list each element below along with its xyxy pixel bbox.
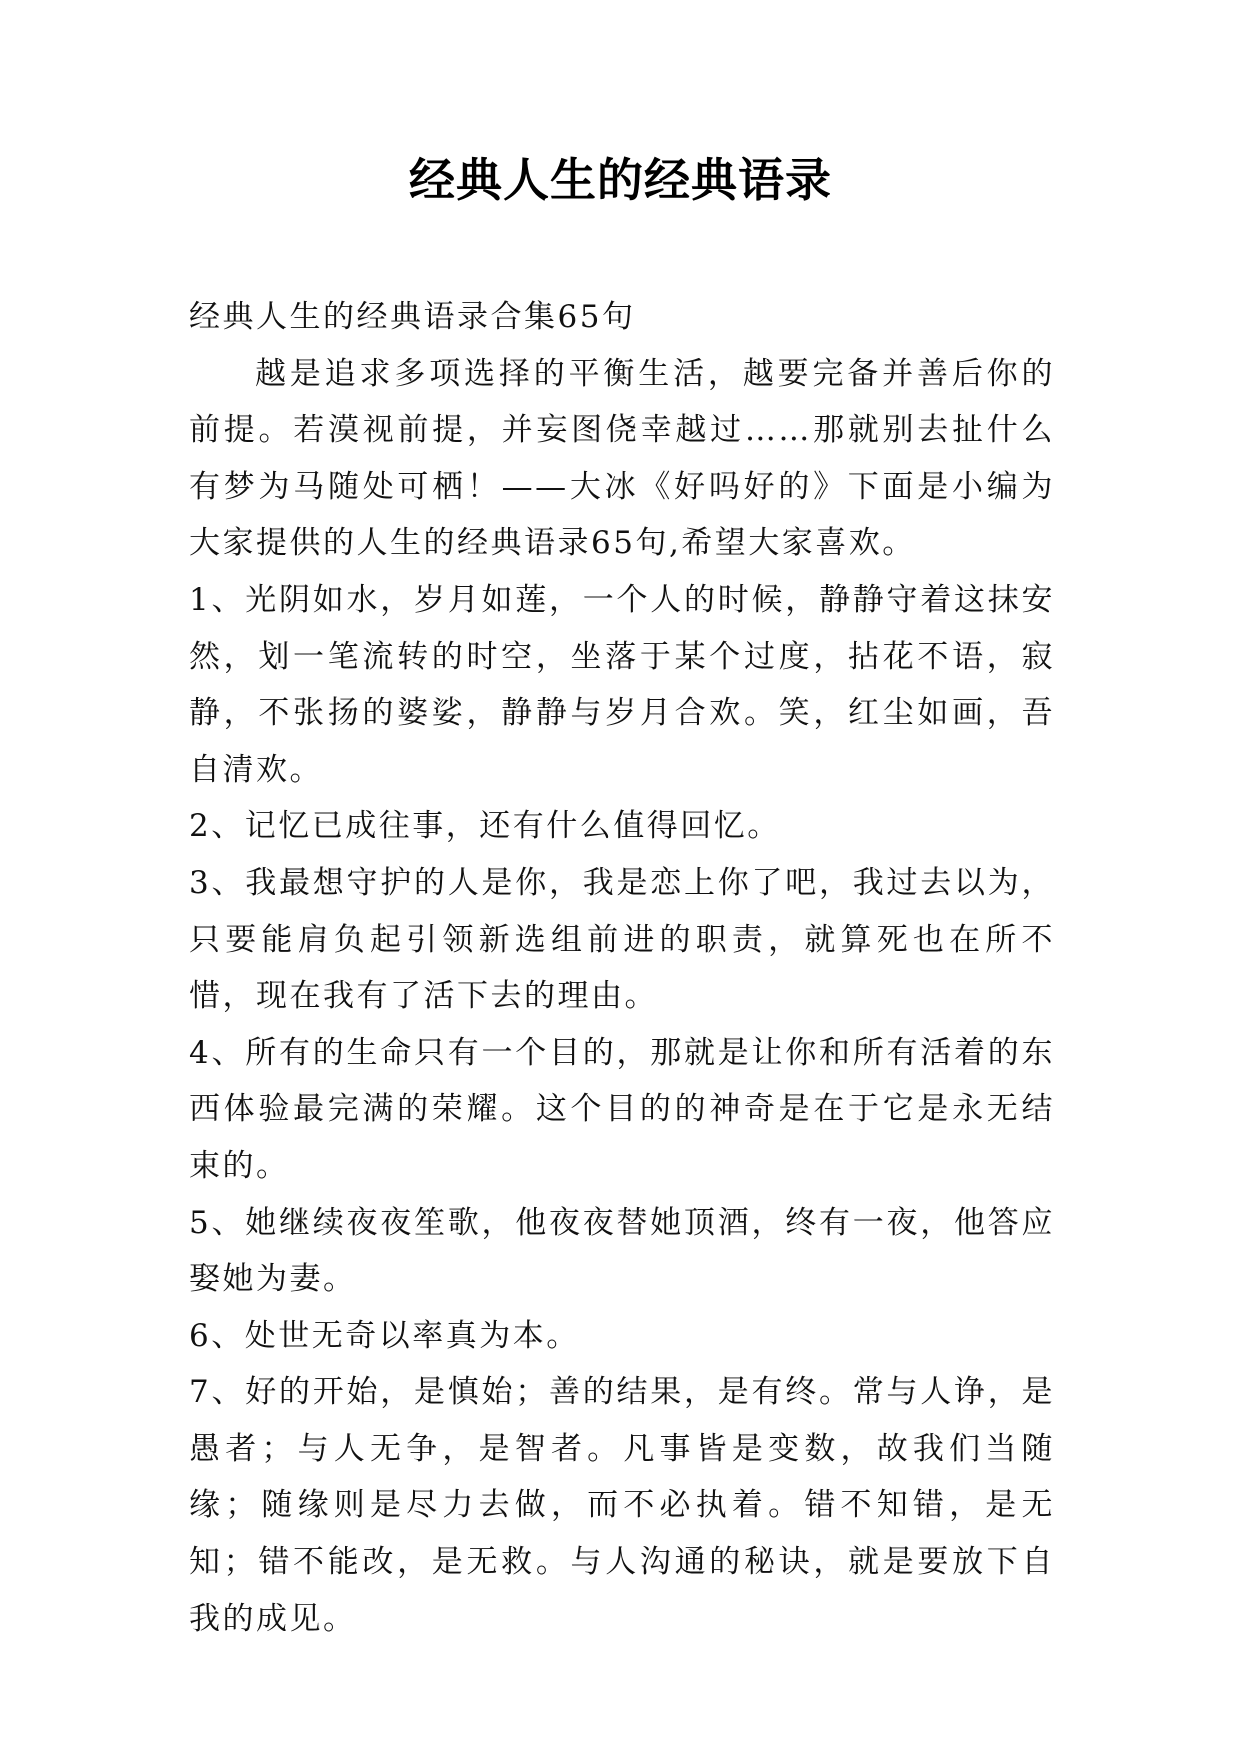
quote-item-1: 1、光阴如水，岁月如莲，一个人的时候，静静守着这抹安然，划一笔流转的时空，坐落于某个过度，拈花不语，寂静，不张扬的婆娑，静静与岁月合欢。笑，红尘如画，吾自清欢。 bbox=[189, 581, 1055, 788]
quote-item-4: 4、所有的生命只有一个目的，那就是让你和所有活着的东西体验最完满的荣耀。这个目的的神奇是在于它是永无结束的。 bbox=[189, 1034, 1055, 1184]
document-body bbox=[189, 289, 1055, 1647]
quote-item-5: 5、她继续夜夜笙歌，他夜夜替她顶酒，终有一夜，他答应娶她为妻。 bbox=[189, 1204, 1055, 1298]
quote-item-7: 7、好的开始，是慎始；善的结果，是有终。常与人诤，是愚者；与人无争，是智者。凡事皆是变数，故我们当随缘；随缘则是尽力去做，而不必执着。错不知错，是无知；错不能改，是无救。与人沟通的秘诀，就是要放下自我的成见。 bbox=[189, 1374, 1055, 1637]
intro-paragraph: 越是追求多项选择的平衡生活，越要完备并善后你的前提。若漠视前提，并妄图侥幸越过……那就别去扯什么有梦为马随处可栖！——大冰《好吗好的》下面是小编为大家提供的人生的经典语录65句,希望大家喜欢。 bbox=[189, 355, 1055, 562]
subtitle: 经典人生的经典语录合集65句 bbox=[189, 299, 636, 335]
quote-item-3: 3、我最想守护的人是你，我是恋上你了吧，我过去以为，只要能肩负起引领新选组前进的职责，就算死也在所不惜，现在我有了活下去的理由。 bbox=[189, 864, 1055, 1015]
quote-item-6: 6、处世无奇以率真为本。 bbox=[189, 1317, 580, 1354]
quote-item-2: 2、记忆已成往事，还有什么值得回忆。 bbox=[189, 808, 781, 845]
page-title: 经典人生的经典语录 bbox=[409, 153, 832, 207]
